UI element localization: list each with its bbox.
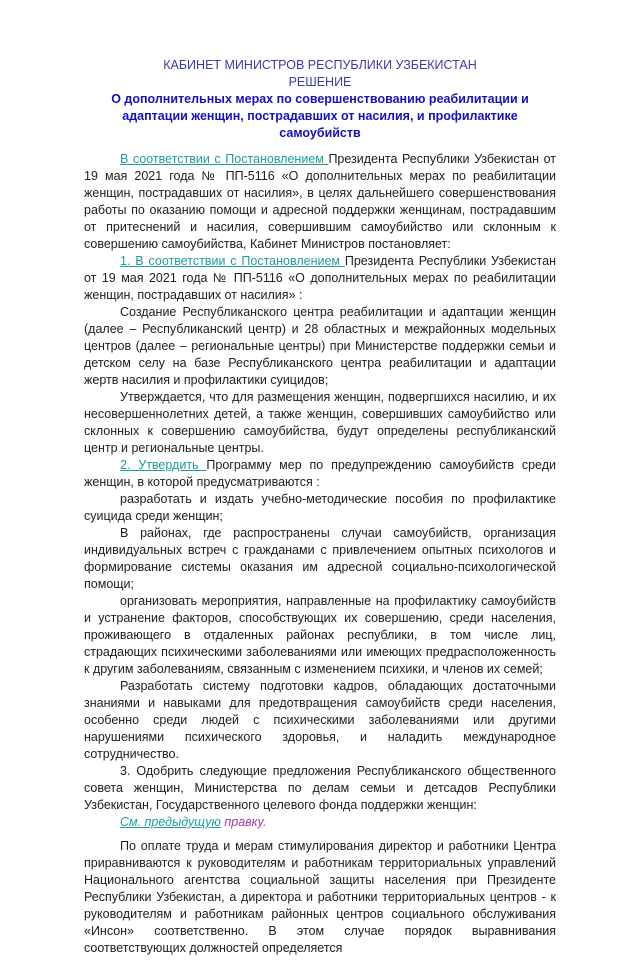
approve-program-link[interactable]: 2. Утвердить	[120, 458, 207, 472]
paragraph-item-3: 3. Одобрить следующие предложения Республиканского общественного совета женщин, Министерства по делам семьи и детсадов Республики Узбекистан, Государственного целевого фонда поддержки женщин:	[84, 764, 556, 812]
document-title: О дополнительных мерах по совершенствованию реабилитации и адаптации женщин, пострадавших от насилия, и профилактике самоубийств	[111, 92, 529, 140]
resolution-link-item-1[interactable]: 1. В соответствии с Постановлением	[120, 254, 345, 268]
paragraph-placement: Утверждается, что для размещения женщин, подвергшихся насилию, и их несовершеннолетних детей, а также женщин, совершивших самоубийство или склонных к совершению самоубийства, будут определены республиканский центр и региональные центры.	[84, 390, 556, 455]
paragraph-salary: По оплате труда и мерам стимулирования директор и работники Центра приравниваются к руководителям и работникам территориальных управлений Национального агентства социальной защиты населения при Президенте Республики Узбекистан, а директора и работники территориальных центров - к руководителям и работникам районных центров социального обслуживания «Инсон» соответственно. В этом случае порядок выравнивания соответствующих должностей определяется	[84, 839, 556, 955]
revision-line	[84, 814, 556, 831]
paragraph-training: Разработать систему подготовки кадров, обладающих достаточными знаниями и навыками для предотвращения самоубийств среди населения, особенно среди людей с психическими заболеваниями или другими нарушениями психического здоровья, и наладить международное сотрудничество.	[84, 679, 556, 761]
paragraph-item-1-text: Президента Республики Узбекистан от 19 мая 2021 года № ПП-5116 «О дополнительных мерах по реабилитации женщин, пострадавших от насилия» :	[84, 254, 557, 302]
paragraph-item-2-text: Программу мер по предупреждению самоубийств среди женщин, в которой предусматриваются :	[84, 458, 556, 489]
previous-revision-link[interactable]: См. предыдущую	[120, 815, 221, 829]
paragraph-center-creation: Создание Республиканского центра реабилитации и адаптации женщин (далее – Республиканский центр) и 28 областных и межрайонных модельных центров (далее – региональные центры) при Министерстве поддержки семьи и детском селу на базе Республиканского центра реабилитации и адаптации жертв насилия и профилактики суицидов;	[84, 305, 556, 387]
paragraph-item-2	[84, 457, 556, 491]
paragraph-manuals: разработать и издать учебно-методические пособия по профилактике суицида среди женщин;	[84, 492, 556, 523]
revision-note: правку.	[224, 815, 267, 829]
doc-type-title: РЕШЕНИЕ	[288, 75, 352, 89]
resolution-link-preamble[interactable]: В соответствии с Постановлением	[120, 152, 329, 166]
paragraph-districts: В районах, где распространены случаи самоубийств, организация индивидуальных встреч с гражданами с привлечением опытных психологов и формирование системы оказания им адресной социально-психологической помощи;	[84, 526, 556, 591]
paragraph-item-1	[84, 253, 556, 304]
paragraph-preamble	[84, 151, 556, 253]
paragraph-preamble-text: Президента Республики Узбекистан от 19 мая 2021 года № ПП-5116 «О дополнительных мерах по реабилитации женщин, пострадавших от насилия», в целях дальнейшего совершенствования работы по оказанию помощи и адресной поддержки женщинам, пострадавшим от притеснений и насилия, совершившим самоубийство или склонным к совершению самоубийства, Кабинет Министров постановляет:	[84, 152, 556, 251]
paragraph-events: организовать мероприятия, направленные на профилактику самоубийств и устранение факторов, способствующих их совершению, среди населения, проживающего в отдаленных районах республики, в том числе лиц, страдающих психическими заболеваниями или имеющих предрасположенность к другим заболеваниям, связанным с изменением психики, и членов их семей;	[84, 594, 556, 676]
org-title: КАБИНЕТ МИНИСТРОВ РЕСПУБЛИКИ УЗБЕКИСТАН	[163, 58, 477, 72]
